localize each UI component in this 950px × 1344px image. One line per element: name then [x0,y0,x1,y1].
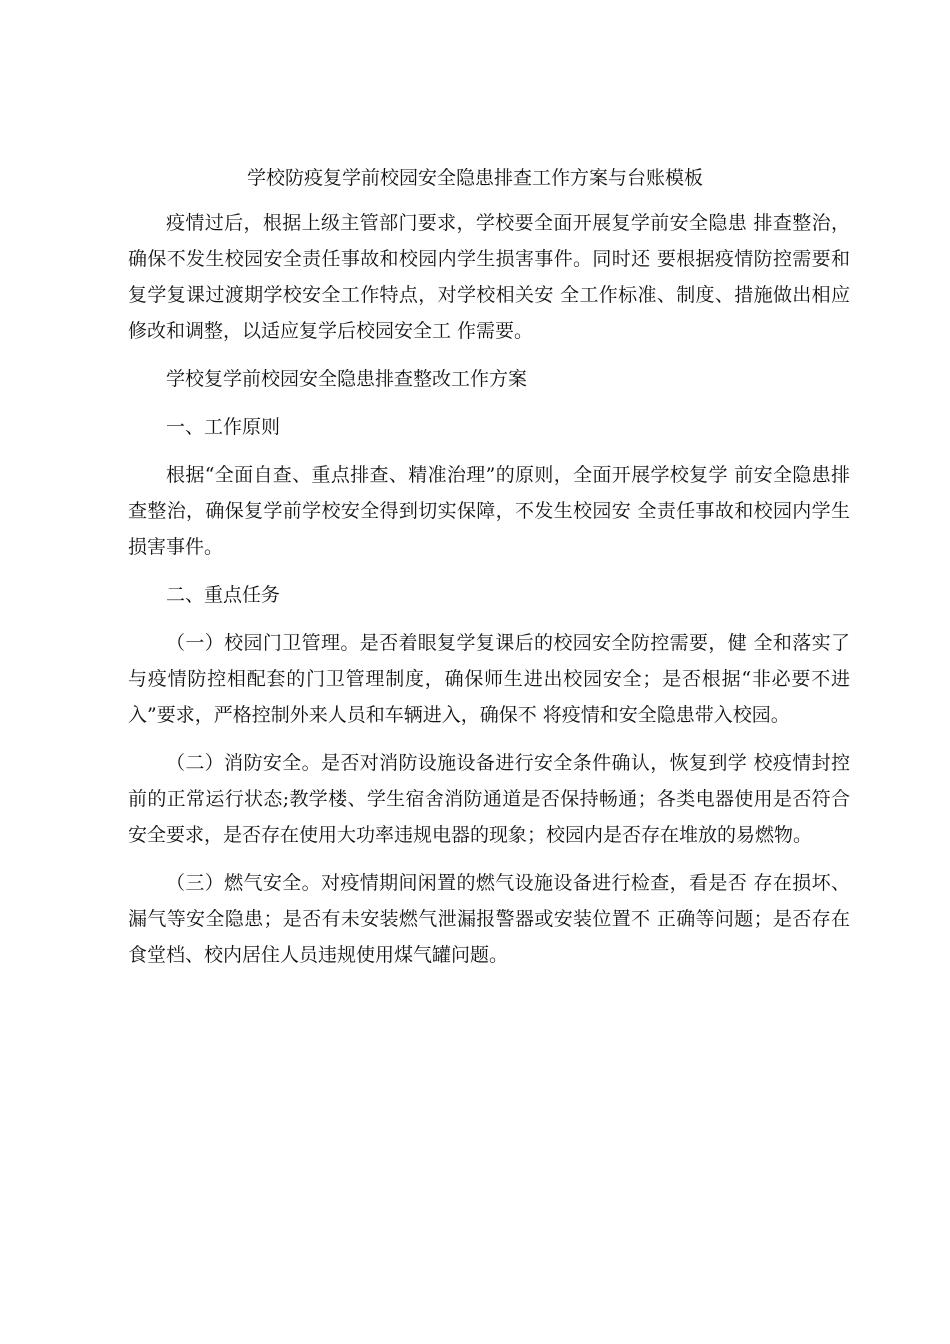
task-gate-management-paragraph: （一）校园门卫管理。是否着眼复学复课后的校园安全防控需要，健 全和落实了与疫情防控相配套的门卫管理制度，确保师生进出校园安全；是否根据“非必要不进入”要求，严格控制外来人员和车辆进入，确保不 将疫情和安全隐患带入校园。 [128,632,850,726]
section-heading-plan: 学校复学前校园安全隐患排查整改工作方案 [166,368,528,390]
task-fire-safety-paragraph: （二）消防安全。是否对消防设施设备进行安全条件确认，恢复到学 校疫情封控前的正常运行状态;教学楼、学生宿舍消防通道是否保持畅通；各类电器使用是否符合安全要求，是否存在使用大功率违规电器的现象；校园内是否存在堆放的易燃物。 [128,752,850,846]
intro-paragraph: 疫情过后，根据上级主管部门要求，学校要全面开展复学前安全隐患 排查整治，确保不发生校园安全责任事故和校园内学生损害事件。同时还 要根据疫情防控需要和复学复课过渡期学校安全工作特点，对学校相关安 全工作标准、制度、措施做出相应修改和调整，以适应复学后校园安全工 作需要。 [128,212,850,342]
principles-paragraph: 根据“全面自查、重点排查、精准治理”的原则，全面开展学校复学 前安全隐患排查整治，确保复学前学校安全得到切实保障，不发生校园安 全责任事故和校园内学生损害事件。 [128,464,850,558]
section-heading-tasks: 二、重点任务 [166,584,281,606]
task-gas-safety-paragraph: （三）燃气安全。对疫情期间闲置的燃气设施设备进行检查，看是否 存在损坏、漏气等安全隐患；是否有未安装燃气泄漏报警器或安装位置不 正确等问题；是否存在食堂档、校内居住人员违规使用煤气罐问题。 [128,872,850,966]
document-title: 学校防疫复学前校园安全隐患排查工作方案与台账模板 [246,167,703,189]
section-heading-principles: 一、工作原则 [166,416,281,438]
document-body [128,205,850,973]
